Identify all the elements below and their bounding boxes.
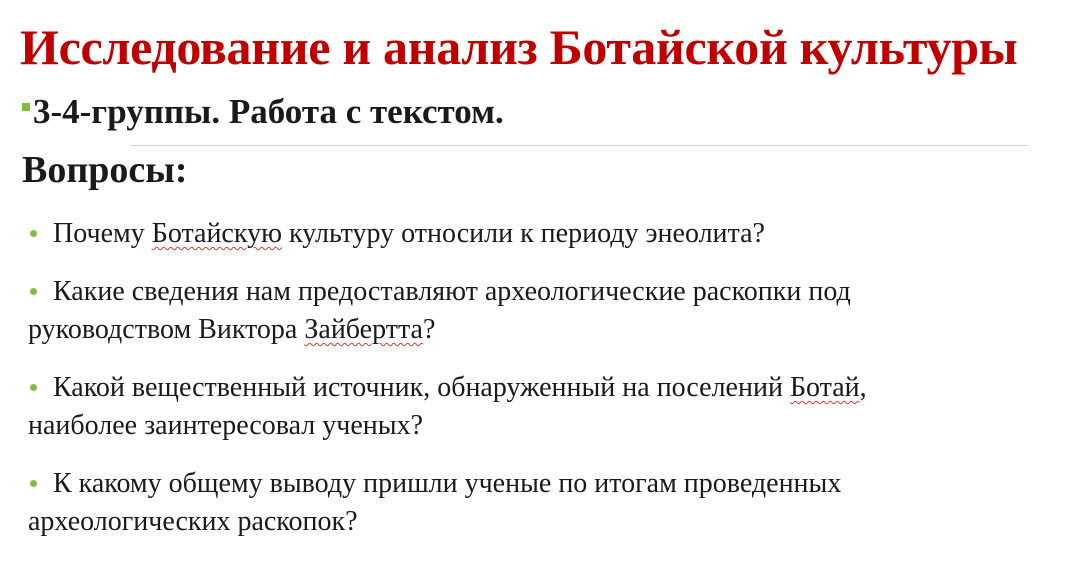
misspelled-word: Ботайскую: [151, 218, 282, 249]
bullet-dot-icon: [30, 230, 37, 237]
question-text: Какие сведения нам предоставляют археологические раскопки под: [53, 276, 851, 307]
slide-title: Исследование и анализ Ботайской культуры: [20, 19, 1018, 75]
question-text: Какой вещественный источник, обнаруженный на поселений: [53, 372, 790, 403]
question-item: [22, 465, 1062, 541]
question-line-continued: [28, 503, 1062, 541]
question-text: культуру относили к периоду энеолита?: [282, 218, 765, 249]
question-item: [22, 215, 1062, 253]
question-line-continued: [28, 311, 1062, 349]
question-line: [30, 369, 1062, 407]
bullet-dot-icon: [30, 480, 37, 487]
divider-line: [130, 145, 1028, 146]
question-text: ?: [422, 314, 436, 345]
question-text: наиболее заинтересовал ученых?: [28, 410, 424, 441]
question-text: руководством Виктора: [28, 314, 305, 345]
question-text: археологических раскопок?: [28, 506, 358, 537]
question-line: [30, 215, 1062, 253]
question-text: Почему: [53, 218, 152, 249]
question-line: [30, 465, 1062, 503]
question-text: ,: [859, 372, 867, 403]
question-line: [30, 273, 1062, 311]
question-text: К какому общему выводу пришли ученые по итогам проведенных: [53, 468, 842, 499]
question-item: [22, 273, 1062, 349]
questions-list: [22, 215, 1062, 561]
subtitle-row: [22, 92, 504, 132]
question-line-continued: [28, 407, 1062, 445]
questions-heading: Вопросы:: [22, 149, 188, 191]
bullet-dot-icon: [30, 384, 37, 391]
square-bullet-icon: [22, 103, 30, 111]
bullet-dot-icon: [30, 288, 37, 295]
subtitle: 3-4-группы. Работа с текстом.: [33, 92, 504, 131]
misspelled-word: Ботай: [789, 372, 860, 403]
question-item: [22, 369, 1062, 445]
misspelled-word: Зайбертта: [304, 314, 423, 345]
